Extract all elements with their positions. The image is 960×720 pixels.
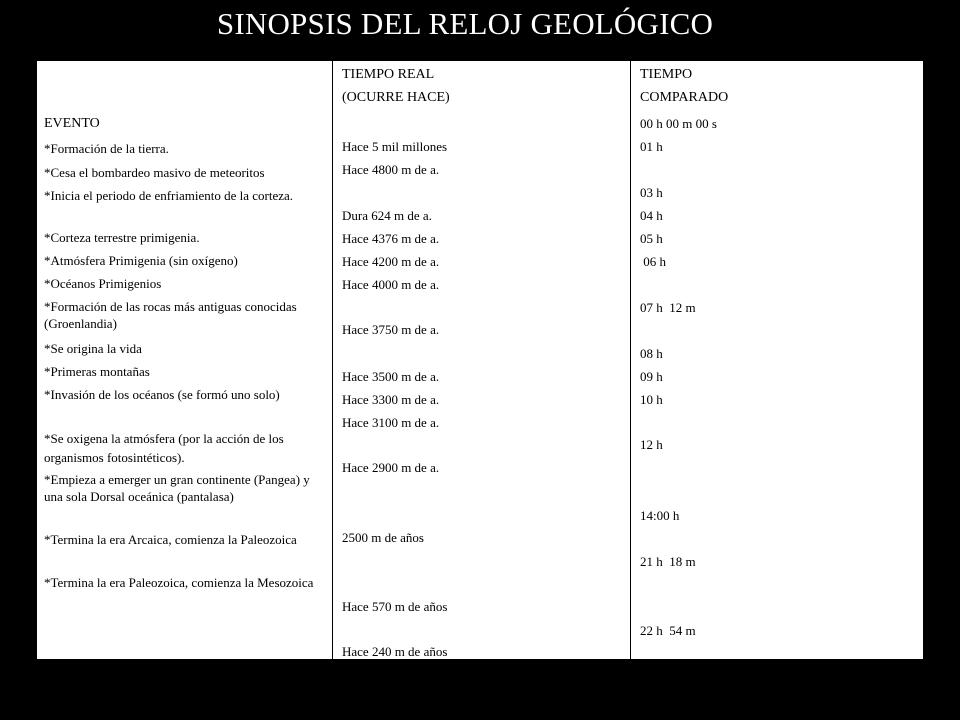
tiempo-comparado-cell: 22 h 54 m — [640, 623, 696, 638]
tiempo-comparado-cell: 00 h 00 m 00 s — [640, 116, 717, 131]
evento-cell: *Cesa el bombardeo masivo de meteoritos — [44, 165, 265, 180]
tiempo-real-cell: Hace 4376 m de a. — [342, 231, 440, 246]
tiempo-real-cell: Hace 3500 m de a. — [342, 369, 440, 384]
header-tiempo-real: TIEMPO REAL — [342, 67, 435, 82]
tiempo-real-cell: Hace 4800 m de a. — [342, 162, 440, 177]
tiempo-comparado-cell: 05 h — [640, 231, 663, 246]
tiempo-real-cell: Hace 3300 m de a. — [342, 392, 440, 407]
tiempo-comparado-cell: 12 h — [640, 437, 663, 452]
tiempo-comparado-cell: 10 h — [640, 392, 663, 407]
evento-cell: *Primeras montañas — [44, 364, 150, 379]
header-ocurre-hace: (OCURRE HACE) — [342, 90, 450, 105]
tiempo-comparado-cell: 21 h 18 m — [640, 554, 696, 569]
column-divider — [332, 61, 333, 659]
tiempo-real-cell: Hace 3750 m de a. — [342, 322, 440, 337]
evento-cell: *Corteza terrestre primigenia. — [44, 230, 200, 245]
header-tiempo: TIEMPO — [640, 67, 693, 82]
tiempo-comparado-cell: 01 h — [640, 139, 663, 154]
evento-cell: *Empieza a emerger un gran continente (Pangea) y una sola Dorsal oceánica (pantalasa) — [44, 472, 310, 504]
evento-cell: *Invasión de los océanos (se formó uno solo) — [44, 387, 280, 402]
tiempo-real-cell: Hace 240 m de años — [342, 644, 448, 659]
evento-cell: *Atmósfera Primigenia (sin oxígeno) — [44, 253, 238, 268]
tiempo-comparado-cell: 03 h — [640, 185, 663, 200]
geologic-clock-table — [36, 60, 924, 660]
tiempo-real-cell: Hace 3100 m de a. — [342, 415, 440, 430]
tiempo-real-cell: Dura 624 m de a. — [342, 208, 432, 223]
evento-cell: *Océanos Primigenios — [44, 276, 162, 291]
evento-cell: *Formación de la tierra. — [44, 141, 169, 156]
tiempo-real-cell: Hace 4000 m de a. — [342, 277, 440, 292]
tiempo-real-cell: Hace 2900 m de a. — [342, 460, 440, 475]
tiempo-real-cell: Hace 4200 m de a. — [342, 254, 440, 269]
header-comparado: COMPARADO — [640, 90, 729, 105]
evento-cell: *Se origina la vida — [44, 341, 142, 356]
tiempo-comparado-cell: 14:00 h — [640, 508, 680, 523]
evento-cell: *Termina la era Arcaica, comienza la Paleozoica — [44, 532, 297, 547]
tiempo-comparado-cell: 06 h — [640, 254, 666, 269]
tiempo-comparado-cell: 08 h — [640, 346, 663, 361]
tiempo-comparado-cell: 07 h 12 m — [640, 300, 696, 315]
evento-cell: *Inicia el periodo de enfriamiento de la corteza. — [44, 188, 294, 203]
tiempo-real-cell: Hace 5 mil millones — [342, 139, 448, 154]
evento-cell: *Formación de las rocas más antiguas conocidas (Groenlandia) — [44, 299, 297, 331]
tiempo-real-cell: Hace 570 m de años — [342, 599, 448, 614]
header-evento: EVENTO — [44, 116, 100, 131]
tiempo-comparado-cell: 04 h — [640, 208, 663, 223]
tiempo-real-cell: 2500 m de años — [342, 530, 424, 545]
tiempo-comparado-cell: 09 h — [640, 369, 663, 384]
evento-cell: *Se oxigena la atmósfera (por la acción de los organismos fotosintéticos). — [44, 431, 284, 465]
slide-title: SINOPSIS DEL RELOJ GEOLÓGICO — [216, 6, 714, 41]
evento-cell: *Termina la era Paleozoica, comienza la Mesozoica — [44, 575, 314, 590]
column-divider — [630, 61, 631, 659]
